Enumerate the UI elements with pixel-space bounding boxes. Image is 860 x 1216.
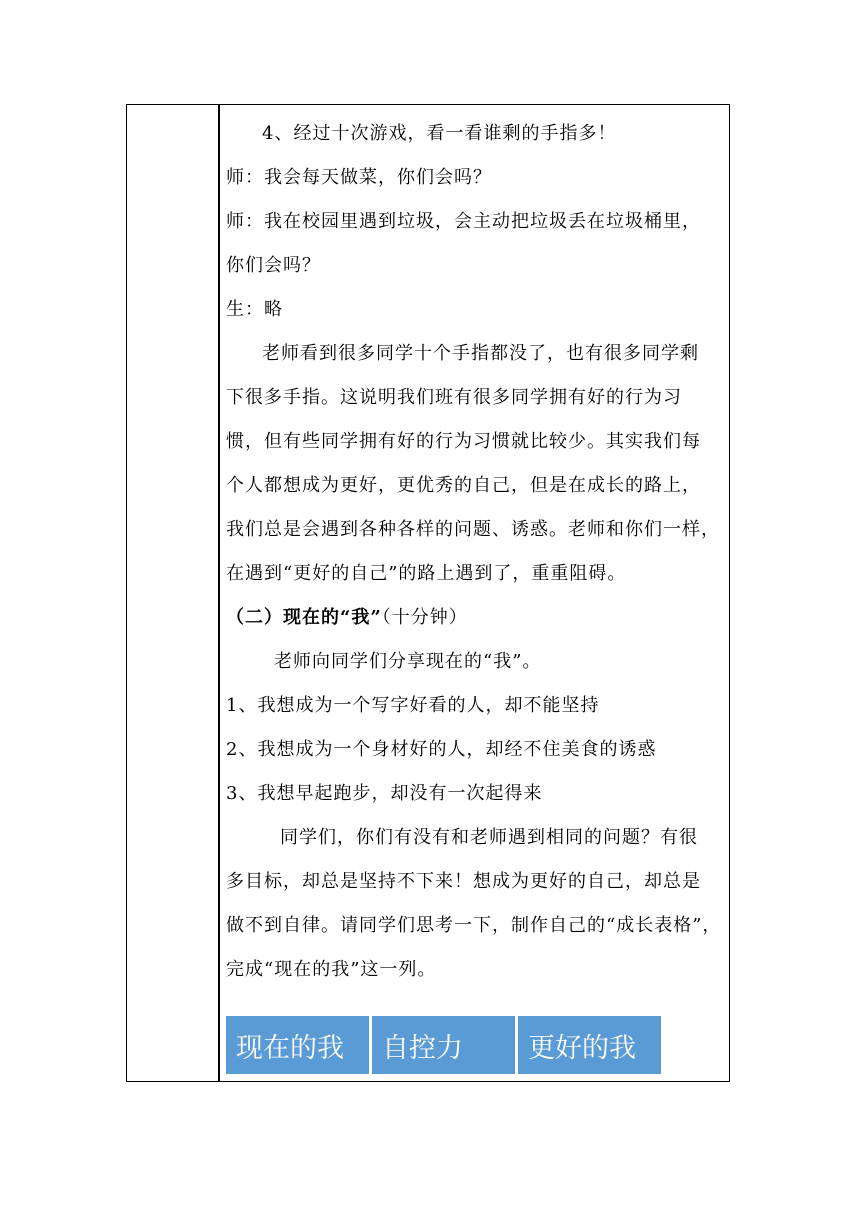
text-line: 师：我会每天做菜，你们会吗？ (226, 167, 492, 188)
growth-table-header: 更好的我 (518, 1016, 661, 1074)
text-line: 惯，但有些同学拥有好的行为习惯就比较少。其实我们每 (226, 431, 701, 452)
text-line: 完成“现在的我”这一列。 (226, 959, 437, 980)
text-line: 生：略 (226, 299, 283, 320)
text-line: 个人都想成为更好，更优秀的自己，但是在成长的路上， (226, 475, 701, 496)
text-line: 师：我在校园里遇到垃圾，会主动把垃圾丢在垃圾桶里， (226, 211, 701, 232)
growth-table-header: 现在的我 (226, 1016, 369, 1074)
text-line: 4、经过十次游戏，看一看谁剩的手指多！ (262, 123, 617, 144)
text-line: 老师向同学们分享现在的“我”。 (274, 651, 542, 672)
column-divider (218, 104, 220, 1082)
section-heading (226, 604, 726, 648)
section-title: （二）现在的“我” (226, 607, 382, 628)
lesson-content (226, 120, 726, 1000)
text-line: 2、我想成为一个身材好的人，却经不住美食的诱惑 (226, 739, 657, 760)
text-line: 同学们，你们有没有和老师遇到相同的问题？有很 (280, 827, 698, 848)
text-line: 你们会吗？ (226, 255, 321, 276)
text-line: 老师看到很多同学十个手指都没了，也有很多同学剩 (262, 343, 699, 364)
text-line: 多目标，却总是坚持不下来！想成为更好的自己，却总是 (226, 871, 701, 892)
section-time: （十分钟） (381, 607, 468, 628)
growth-table (226, 1016, 661, 1074)
text-line: 下很多手指。这说明我们班有很多同学拥有好的行为习 (226, 387, 682, 408)
text-line: 在遇到“更好的自己”的路上遇到了，重重阻碍。 (226, 563, 627, 584)
text-line: 做不到自律。请同学们思考一下，制作自己的“成长表格”， (226, 915, 722, 936)
text-line: 1、我想成为一个写字好看的人，却不能坚持 (226, 695, 600, 716)
text-line: 我们总是会遇到各种各样的问题、诱惑。老师和你们一样， (226, 519, 720, 540)
growth-table-header: 自控力 (372, 1016, 515, 1074)
text-line: 3、我想早起跑步，却没有一次起得来 (226, 783, 543, 804)
